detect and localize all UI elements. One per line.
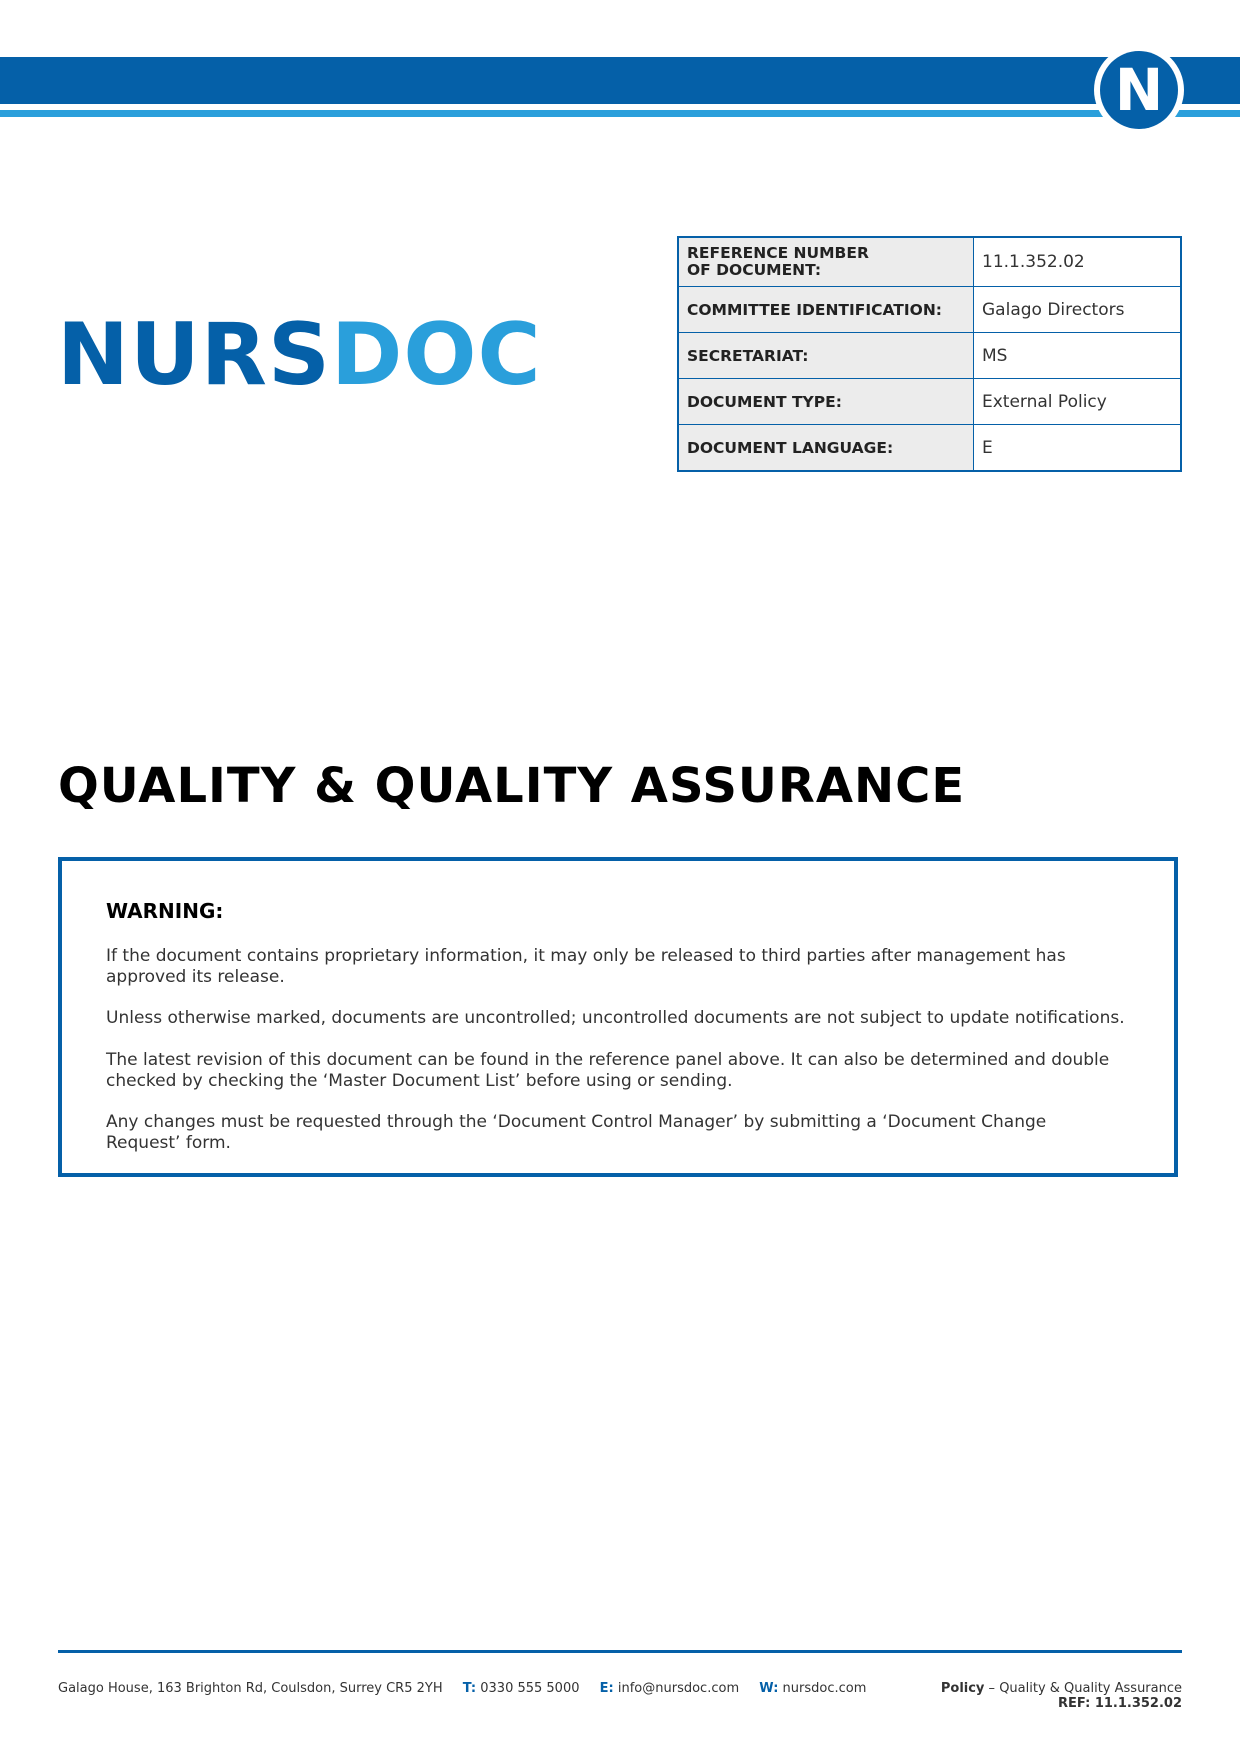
reference-label: REFERENCE NUMBER OF DOCUMENT: bbox=[678, 237, 974, 287]
reference-row bbox=[678, 425, 1181, 472]
reference-row bbox=[678, 237, 1181, 287]
document-title: QUALITY & QUALITY ASSURANCE bbox=[58, 758, 966, 814]
reference-label: COMMITTEE IDENTIFICATION: bbox=[678, 287, 974, 333]
footer-phone-label: T: bbox=[462, 1681, 477, 1696]
header-band bbox=[0, 57, 1240, 104]
warning-paragraph: Any changes must be requested through the ‘Document Control Manager’ by submitting a ‘Document Change Request’ form. bbox=[106, 1112, 1047, 1153]
brand-badge-icon bbox=[1094, 45, 1184, 135]
warning-paragraph: Unless otherwise marked, documents are uncontrolled; uncontrolled documents are not subject to update notifications. bbox=[106, 1008, 1125, 1028]
warning-heading: WARNING: bbox=[106, 899, 224, 923]
footer-ref: REF: 11.1.352.02 bbox=[1058, 1696, 1182, 1711]
reference-value: External Policy bbox=[974, 379, 1182, 425]
reference-value: E bbox=[974, 425, 1182, 472]
reference-label: DOCUMENT LANGUAGE: bbox=[678, 425, 974, 472]
logo-part-nurs: NURS bbox=[57, 305, 331, 405]
footer-doc-name: Quality & Quality Assurance bbox=[999, 1681, 1182, 1696]
warning-paragraph: The latest revision of this document can be found in the reference panel above. It can also be determined and double checked by checking the ‘Master Document List’ before using or sending. bbox=[106, 1050, 1110, 1091]
footer-address: Galago House, 163 Brighton Rd, Coulsdon, Surrey CR5 2YH bbox=[58, 1681, 443, 1696]
footer-doc-line bbox=[941, 1681, 1182, 1696]
footer-doc-dash: – bbox=[984, 1681, 1000, 1696]
reference-row bbox=[678, 379, 1181, 425]
footer-document-info bbox=[941, 1681, 1182, 1711]
footer-phone: 0330 555 5000 bbox=[480, 1681, 580, 1696]
reference-value: MS bbox=[974, 333, 1182, 379]
logo-part-doc: DOC bbox=[330, 305, 542, 405]
reference-label: SECRETARIAT: bbox=[678, 333, 974, 379]
footer-doc-kind: Policy bbox=[940, 1681, 985, 1696]
brand-badge-letter: N bbox=[1114, 56, 1164, 124]
footer-web-label: W: bbox=[759, 1681, 779, 1696]
footer-contact bbox=[58, 1681, 866, 1696]
reference-value: 11.1.352.02 bbox=[974, 237, 1182, 287]
footer-divider bbox=[58, 1650, 1182, 1653]
reference-label: DOCUMENT TYPE: bbox=[678, 379, 974, 425]
nursdoc-logo bbox=[57, 305, 542, 405]
reference-row bbox=[678, 287, 1181, 333]
footer-web[interactable]: nursdoc.com bbox=[782, 1681, 867, 1696]
warning-paragraph: If the document contains proprietary information, it may only be released to third parties after management has approved its release. bbox=[106, 946, 1066, 987]
header-stripe bbox=[0, 110, 1240, 117]
footer-email-label: E: bbox=[599, 1681, 614, 1696]
reference-panel bbox=[677, 236, 1182, 472]
reference-row bbox=[678, 333, 1181, 379]
footer-email[interactable]: info@nursdoc.com bbox=[617, 1681, 740, 1696]
warning-box bbox=[58, 857, 1178, 1177]
reference-value: Galago Directors bbox=[974, 287, 1182, 333]
